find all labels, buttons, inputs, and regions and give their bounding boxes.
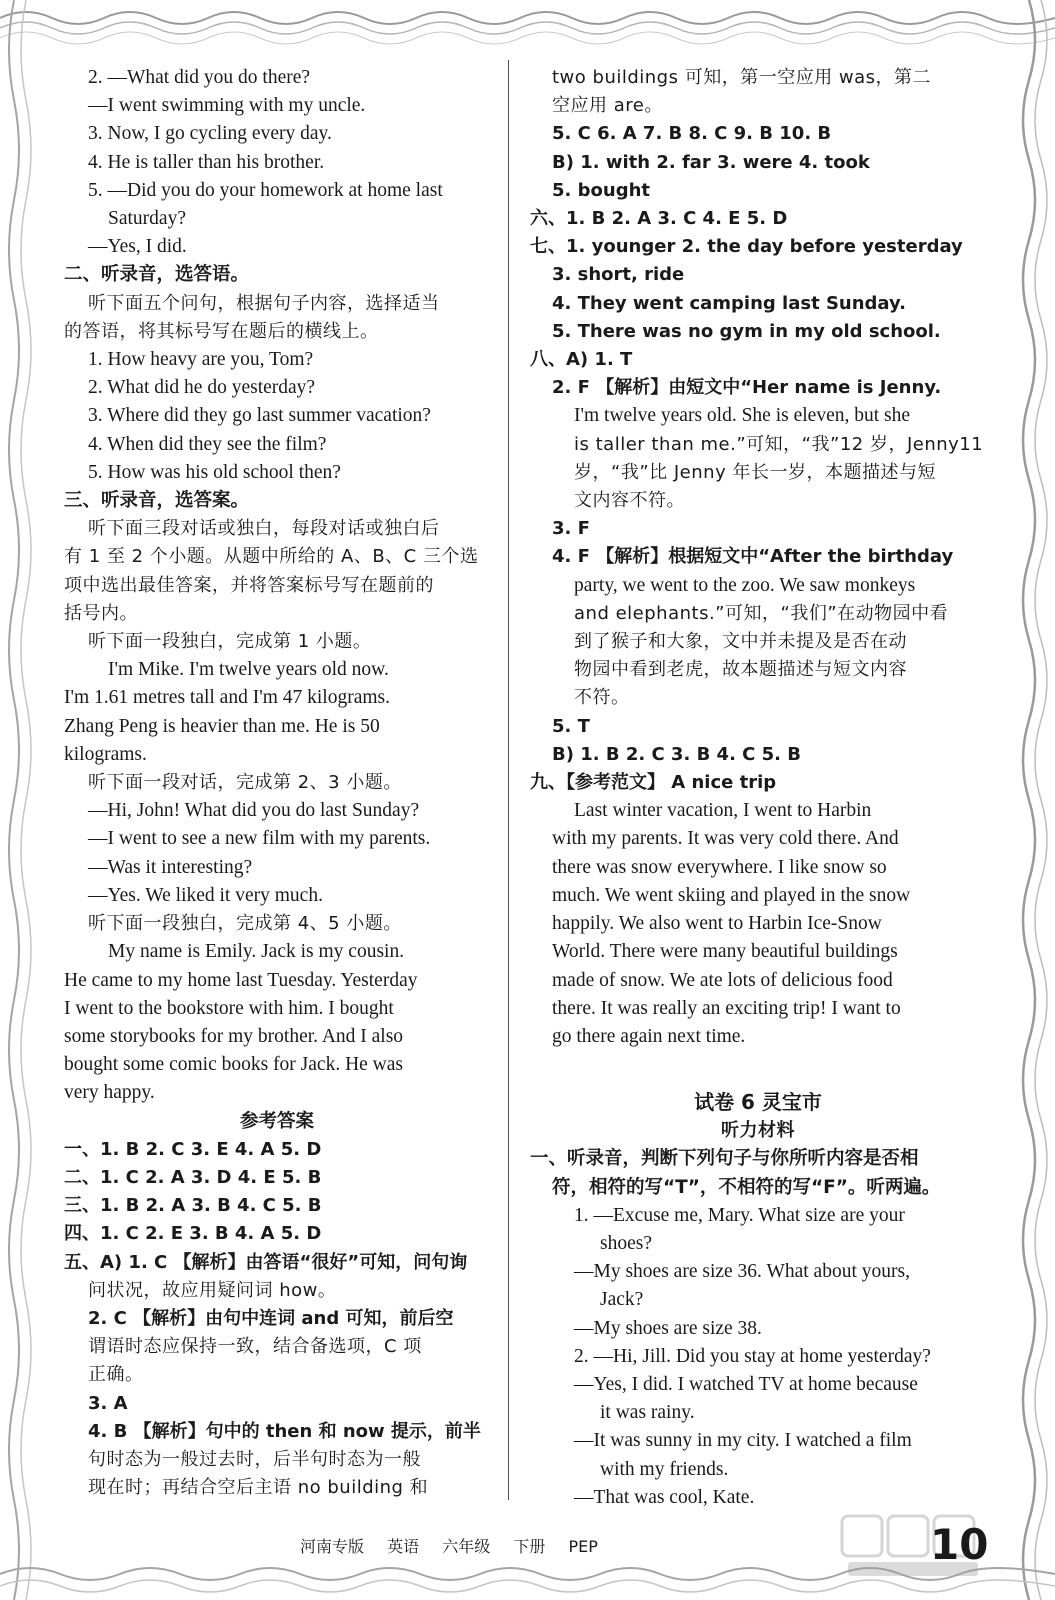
text-line: 2. —What did you do there?: [88, 67, 311, 88]
text-line: 3. Where did they go last summer vacation?: [88, 405, 431, 427]
text-line: —It was sunny in my city. I watched a film: [574, 1430, 912, 1452]
text-line: 2. —Hi, Jill. Did you stay at home yesterday?: [574, 1345, 931, 1367]
text-line: 九、【参考范文】 A nice trip: [530, 772, 777, 794]
section-title-paper-6: 试卷 6 灵宝市: [694, 1090, 822, 1115]
text-line: 听下面一段独白，完成第 1 小题。: [88, 631, 372, 653]
text-line: Jack?: [600, 1289, 644, 1311]
text-line: kilograms.: [64, 743, 147, 765]
text-line: 3. short, ride: [552, 264, 685, 286]
right-column: [528, 64, 988, 1512]
text-line: 三、1. B 2. A 3. B 4. C 5. B: [64, 1195, 322, 1217]
text-line: 1. —Excuse me, Mary. What size are your: [574, 1204, 905, 1226]
text-line: —My shoes are size 36. What about yours,: [574, 1261, 910, 1283]
wavy-border-left: [0, 0, 46, 1600]
text-line: there. It was really an exciting trip! I want to: [552, 997, 901, 1019]
text-line: —I went swimming with my uncle.: [88, 95, 366, 117]
text-line: party, we went to the zoo. We saw monkeys: [574, 574, 916, 596]
text-line: there was snow everywhere. I like snow so: [552, 856, 887, 878]
text-line: 八、A) 1. T: [530, 349, 633, 371]
text-line: 有 1 至 2 个小题。从题中所给的 A、B、C 三个选: [64, 546, 479, 568]
text-line: My name is Emily. Jack is my cousin.: [108, 941, 405, 963]
text-line: 二、1. C 2. A 3. D 4. E 5. B: [64, 1166, 322, 1188]
answer-key-continued: [528, 64, 988, 1051]
wavy-border-top: [0, 0, 1055, 48]
text-line: 5. —Did you do your homework at home last: [88, 179, 443, 201]
text-line: go there again next time.: [552, 1025, 746, 1047]
text-line: 4. B 【解析】句中的 then 和 now 提示，前半: [88, 1420, 481, 1442]
text-line: 5. C 6. A 7. B 8. C 9. B 10. B: [552, 123, 832, 145]
text-line: two buildings 可知，第一空应用 was，第二: [552, 67, 932, 88]
text-line: 空应用 are。: [552, 95, 663, 117]
text-line: 听下面五个问句，根据句子内容，选择适当: [88, 292, 440, 314]
text-line: I went to the bookstore with him. I bought: [64, 997, 394, 1019]
text-line: with my friends.: [600, 1458, 729, 1480]
footer-subject: 英语: [387, 1537, 420, 1556]
text-line: I'm 1.61 metres tall and I'm 47 kilograms.: [64, 687, 391, 709]
footer-edition: 河南专版: [300, 1537, 365, 1556]
text-line: He came to my home last Tuesday. Yesterday: [64, 969, 418, 991]
text-line: 物园中看到老虎，故本题描述与短文内容: [574, 659, 907, 681]
text-line: 现在时；再结合空后主语 no building 和: [88, 1477, 429, 1499]
text-line: 二、听录音，选答语。: [64, 264, 250, 286]
text-line: 三、听录音，选答案。: [64, 490, 250, 512]
footer-volume: 下册: [513, 1537, 546, 1556]
text-line: 4. They went camping last Sunday.: [552, 292, 906, 314]
text-line: much. We went skiing and played in the snow: [552, 884, 911, 906]
text-line: 参考答案: [239, 1110, 314, 1132]
text-line: 5. bought: [552, 179, 650, 201]
text-line: —Hi, John! What did you do last Sunday?: [88, 800, 420, 822]
text-line: 七、1. younger 2. the day before yesterday: [530, 236, 963, 258]
text-line: 5. There was no gym in my old school.: [552, 320, 941, 342]
text-line: 的答语，将其标号写在题后的横线上。: [64, 320, 379, 342]
text-line: and elephants.”可知，“我们”在动物园中看: [574, 602, 949, 624]
text-line: I'm Mike. I'm twelve years old now.: [108, 659, 389, 681]
text-line: 听下面一段对话，完成第 2、3 小题。: [88, 772, 402, 794]
text-line: Zhang Peng is heavier than me. He is 50: [64, 715, 380, 737]
text-line: 5. How was his old school then?: [88, 461, 341, 483]
text-line: —Yes, I did.: [88, 236, 187, 258]
text-line: —That was cool, Kate.: [574, 1486, 755, 1508]
text-line: 六、1. B 2. A 3. C 4. E 5. D: [530, 208, 788, 230]
text-line: —Yes. We liked it very much.: [88, 884, 323, 906]
text-line: 到了猴子和大象，文中并未提及是否在动: [574, 631, 907, 653]
text-line: shoes?: [600, 1232, 652, 1254]
section-subtitle-listening: 听力材料: [721, 1120, 795, 1142]
text-line: —Was it interesting?: [88, 856, 253, 878]
text-line: 2. C 【解析】由句中连词 and 可知，前后空: [88, 1307, 454, 1329]
text-line: 岁，“我”比 Jenny 年长一岁，本题描述与短: [574, 461, 936, 483]
text-line: B) 1. with 2. far 3. were 4. took: [552, 151, 870, 173]
text-line: 一、1. B 2. C 3. E 4. A 5. D: [64, 1138, 322, 1160]
text-line: it was rainy.: [600, 1402, 695, 1424]
footer-grade: 六年级: [442, 1537, 491, 1556]
text-line: 4. He is taller than his brother.: [88, 151, 325, 173]
text-line: Last winter vacation, I went to Harbin: [574, 800, 872, 822]
text-line: 听下面一段独白，完成第 4、5 小题。: [88, 913, 402, 935]
text-line: 项中选出最佳答案，并将答案标号写在题前的: [64, 574, 434, 596]
text-line: made of snow. We ate lots of delicious food: [552, 969, 893, 991]
text-line: B) 1. B 2. C 3. B 4. C 5. B: [552, 743, 802, 765]
text-line: —I went to see a new film with my parents.: [88, 828, 431, 850]
text-line: 听下面三段对话或独白，每段对话或独白后: [88, 518, 440, 540]
text-line: 3. Now, I go cycling every day.: [88, 123, 332, 145]
text-line: is taller than me.”可知，“我”12 岁，Jenny11: [574, 433, 984, 455]
text-line: with my parents. It was very cold there. And: [552, 828, 899, 850]
text-line: 括号内。: [64, 602, 138, 624]
footer-publisher: PEP: [568, 1537, 598, 1556]
text-line: 文内容不符。: [574, 490, 685, 512]
text-line: —Yes, I did. I watched TV at home because: [574, 1373, 918, 1395]
text-line: 不符。: [574, 687, 630, 709]
text-line: bought some comic books for Jack. He was: [64, 1054, 404, 1076]
listening-material-6: [528, 1145, 988, 1512]
text-line: 符，相符的写“T”，不相符的写“F”。听两遍。: [552, 1176, 941, 1198]
text-line: 4. F 【解析】根据短文中“After the birthday: [552, 546, 954, 568]
text-line: 五、A) 1. C 【解析】由答语“很好”可知，问句询: [64, 1251, 468, 1273]
text-line: 一、听录音，判断下列句子与你所听内容是否相: [530, 1148, 919, 1170]
column-divider: [508, 60, 509, 1500]
text-line: some storybooks for my brother. And I also: [64, 1025, 404, 1047]
page-number: 10: [930, 1520, 989, 1569]
text-line: 3. A: [88, 1392, 128, 1414]
text-line: 2. What did he do yesterday?: [88, 377, 316, 399]
text-line: I'm twelve years old. She is eleven, but she: [574, 405, 911, 427]
text-line: 谓语时态应保持一致，结合备选项，C 项: [88, 1336, 422, 1358]
text-line: 问状况，故应用疑问词 how。: [88, 1279, 337, 1301]
page-footer: [300, 1534, 616, 1557]
text-line: 2. F 【解析】由短文中“Her name is Jenny.: [552, 377, 942, 399]
wavy-border-right: [1009, 0, 1055, 1600]
text-line: World. There were many beautiful buildings: [552, 941, 898, 963]
text-line: happily. We also went to Harbin Ice-Snow: [552, 913, 882, 935]
text-line: 5. T: [552, 715, 590, 737]
text-line: 1. How heavy are you, Tom?: [88, 349, 314, 371]
text-line: 四、1. C 2. E 3. B 4. A 5. D: [64, 1223, 322, 1245]
text-line: 4. When did they see the film?: [88, 433, 327, 455]
text-line: Saturday?: [108, 208, 186, 230]
text-line: 正确。: [88, 1364, 144, 1386]
text-line: 3. F: [552, 518, 590, 540]
text-line: —My shoes are size 38.: [574, 1317, 762, 1339]
text-line: 句时态为一般过去时，后半句时态为一般: [88, 1448, 421, 1470]
left-column: [62, 64, 492, 1502]
text-line: very happy.: [64, 1082, 155, 1104]
